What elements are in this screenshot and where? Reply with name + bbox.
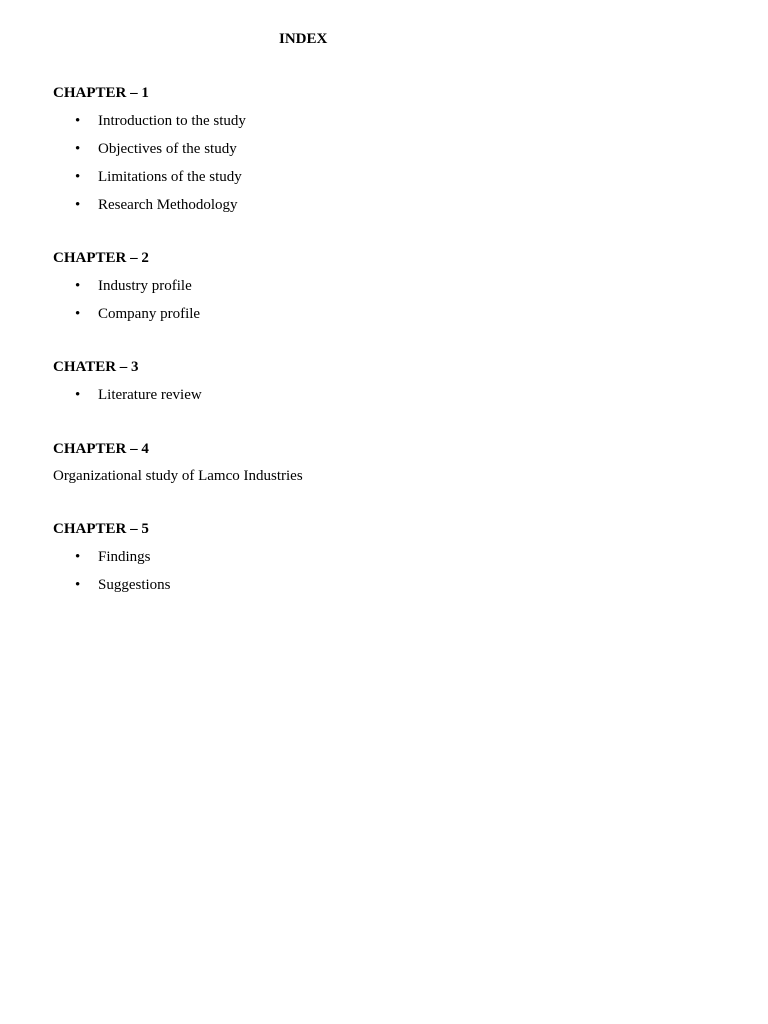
list-item-label: Industry profile <box>98 278 192 294</box>
chapter-topic-list <box>53 538 733 594</box>
list-item-label: Suggestions <box>98 577 171 593</box>
chapter-1-section <box>53 84 733 214</box>
list-item <box>53 376 733 404</box>
chapter-description: Organizational study of Lamco Industries <box>53 468 303 484</box>
list-item-label: Company profile <box>98 306 201 322</box>
chapter-heading: CHAPTER – 5 <box>53 521 149 537</box>
bullet-icon: • <box>75 278 81 294</box>
page-title: INDEX <box>279 31 328 47</box>
bullet-icon: • <box>75 141 81 157</box>
list-item <box>53 538 733 566</box>
chapter-2-section <box>53 249 733 323</box>
list-item-label: Research Methodology <box>98 197 238 213</box>
chapter-topic-list <box>53 267 733 323</box>
list-item <box>53 295 733 323</box>
bullet-icon: • <box>75 197 81 213</box>
chapter-heading: CHAPTER – 2 <box>53 250 149 266</box>
list-item-label: Literature review <box>98 387 202 403</box>
list-item-label: Objectives of the study <box>98 141 237 157</box>
list-item <box>53 566 733 594</box>
list-item <box>53 158 733 186</box>
bullet-icon: • <box>75 387 81 403</box>
bullet-icon: • <box>75 169 81 185</box>
chapter-5-section <box>53 520 733 594</box>
bullet-icon: • <box>75 549 81 565</box>
chapter-3-section <box>53 358 733 404</box>
chapter-topic-list <box>53 376 733 404</box>
chapter-topic-list <box>53 102 733 214</box>
bullet-icon: • <box>75 577 81 593</box>
list-item <box>53 186 733 214</box>
chapter-4-section <box>53 440 733 485</box>
list-item-label: Limitations of the study <box>98 169 242 185</box>
list-item-label: Findings <box>98 549 151 565</box>
list-item-label: Introduction to the study <box>98 113 246 129</box>
list-item <box>53 267 733 295</box>
bullet-icon: • <box>75 306 81 322</box>
list-item <box>53 130 733 158</box>
chapter-heading: CHAPTER – 1 <box>53 85 149 101</box>
chapter-heading: CHATER – 3 <box>53 359 139 375</box>
chapter-heading: CHAPTER – 4 <box>53 441 149 457</box>
list-item <box>53 102 733 130</box>
bullet-icon: • <box>75 113 81 129</box>
